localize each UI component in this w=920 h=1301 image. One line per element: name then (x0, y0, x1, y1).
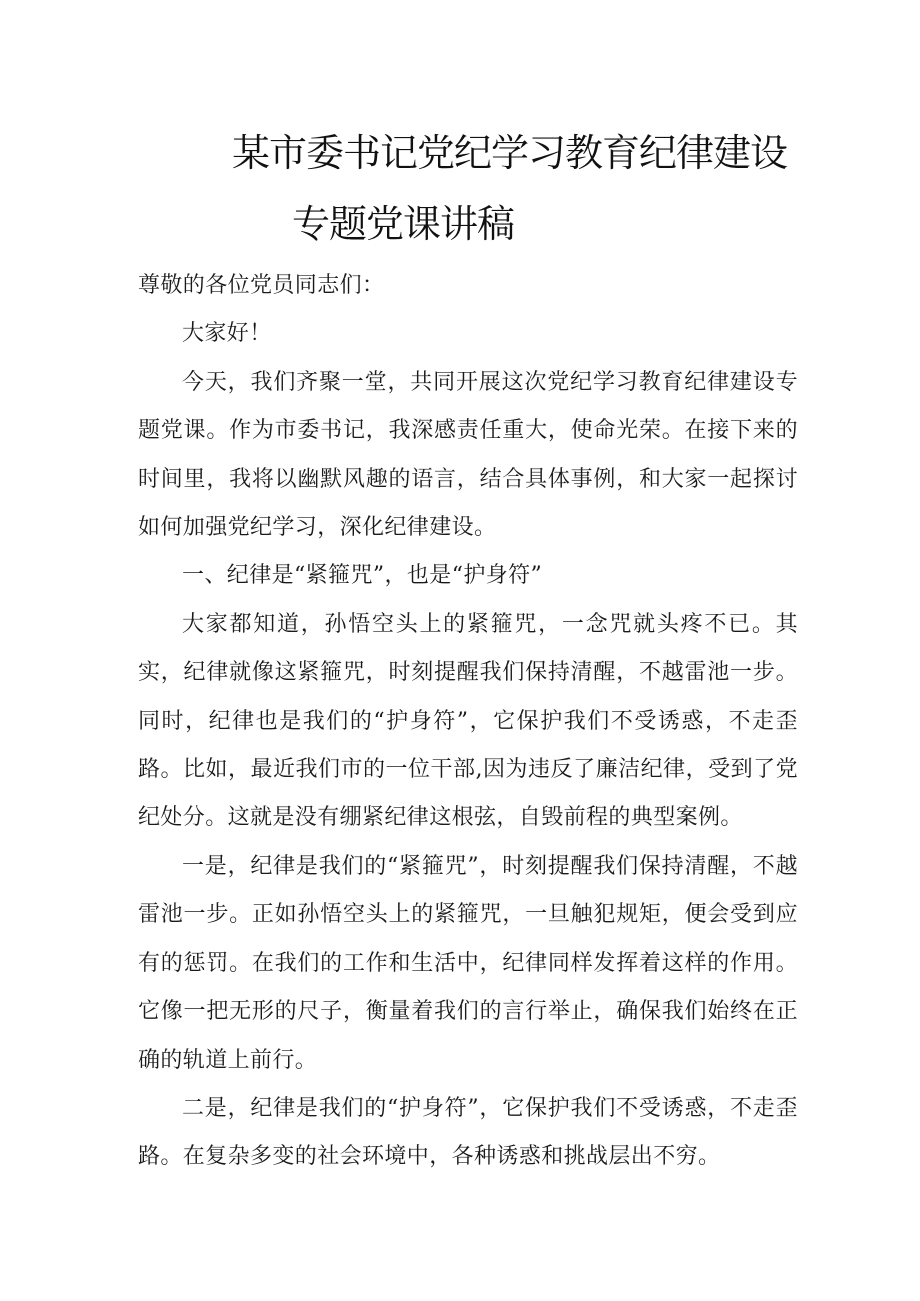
paragraph-point-1: 一是，纪律是我们的“紧箍咒”，时刻提醒我们保持清醒，不越雷池一步。正如孙悟空头上的紧箍咒，一旦触犯规矩，便会受到应有的惩罚。在我们的工作和生活中，纪律同样发挥着这样的作用。它像一把无形的尺子，衡量着我们的言行举止，确保我们始终在正确的轨道上前行。 (138, 853, 798, 1073)
section-heading-1: 一、纪律是“紧箍咒”，也是“护身符” (182, 563, 543, 589)
document-title-line-1: 某市委书记党纪学习教育纪律建设 (232, 131, 788, 175)
document-title-line-2: 专题党课讲稿 (292, 202, 515, 246)
paragraph-intro: 今天，我们齐聚一堂，共同开展这次党纪学习教育纪律建设专题党课。作为市委书记，我深感责任重大，使命光荣。在接下来的时间里，我将以幽默风趣的语言，结合具体事例，和大家一起探讨如何加强党纪学习，深化纪律建设。 (138, 369, 798, 541)
paragraph-greeting: 大家好！ (182, 321, 272, 347)
paragraph-point-2: 二是，纪律是我们的“护身符”，它保护我们不受诱惑，不走歪路。在复杂多变的社会环境中，各种诱惑和挑战层出不穷。 (138, 1095, 798, 1170)
paragraph-section-1: 大家都知道，孙悟空头上的紧箍咒，一念咒就头疼不已。其实，纪律就像这紧箍咒，时刻提醒我们保持清醒，不越雷池一步。同时，纪律也是我们的“护身符”，它保护我们不受诱惑，不走歪路。比如，最近我们市的一位干部,因为违反了廉洁纪律，受到了党纪处分。这就是没有绷紧纪律这根弦，自毁前程的典型案例。 (138, 611, 798, 831)
salutation: 尊敬的各位党员同志们： (138, 273, 385, 298)
document-body (138, 262, 798, 1182)
